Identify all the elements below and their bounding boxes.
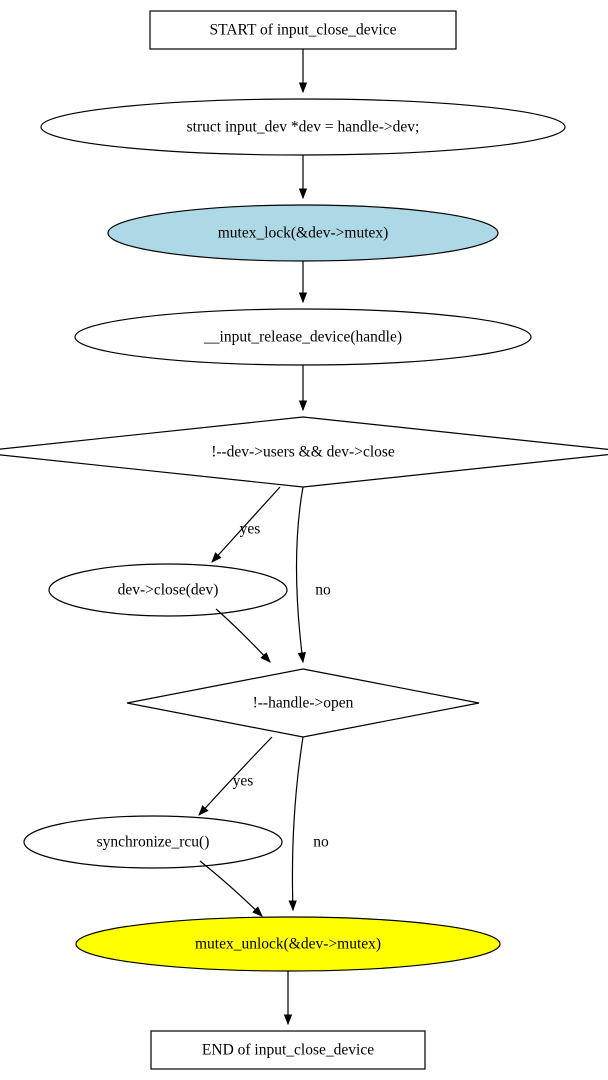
edge-label-handle-open-no: no bbox=[313, 833, 329, 851]
node-mutex-unlock-label: mutex_unlock(&dev->mutex) bbox=[194, 935, 382, 953]
node-dev-assign-label: struct input_dev *dev = handle->dev; bbox=[186, 118, 420, 136]
node-end-shape[interactable] bbox=[151, 1031, 425, 1069]
edge-label-handle-open-yes: yes bbox=[232, 772, 254, 790]
node-mutex-unlock-shape[interactable] bbox=[76, 917, 500, 971]
node-sync-rcu-label: synchronize_rcu() bbox=[96, 833, 210, 851]
node-sync-rcu-shape[interactable] bbox=[24, 816, 282, 868]
node-users-close-label: !--dev->users && dev->close bbox=[211, 443, 395, 461]
node-release-device-label: __input_release_device(handle) bbox=[204, 328, 402, 346]
node-release-device-shape[interactable] bbox=[75, 309, 531, 365]
node-dev-close-label: dev->close(dev) bbox=[117, 581, 219, 599]
node-mutex-lock-label: mutex_lock(&dev->mutex) bbox=[217, 224, 389, 242]
node-end-label: END of input_close_device bbox=[201, 1041, 375, 1059]
edge-sync-rcu-to-mutex-unlock bbox=[200, 861, 262, 916]
edge-label-users-close-yes: yes bbox=[239, 520, 261, 538]
edge-handle-open-to-mutex-unlock bbox=[292, 737, 303, 910]
edge-handle-open-to-sync-rcu bbox=[199, 737, 272, 815]
edge-users-close-to-handle-open bbox=[297, 487, 304, 662]
edge-label-users-close-no: no bbox=[315, 581, 331, 599]
node-mutex-lock-shape[interactable] bbox=[108, 205, 498, 261]
node-dev-assign-shape[interactable] bbox=[41, 99, 565, 155]
node-start-label: START of input_close_device bbox=[209, 21, 397, 39]
edge-dev-close-to-handle-open bbox=[216, 609, 270, 662]
node-dev-close-shape[interactable] bbox=[49, 564, 287, 616]
node-handle-open-label: !--handle->open bbox=[252, 694, 354, 712]
node-users-close-shape[interactable] bbox=[0, 417, 608, 487]
node-start-shape[interactable] bbox=[150, 11, 456, 49]
edge-users-close-to-dev-close bbox=[212, 487, 280, 562]
node-handle-open-shape[interactable] bbox=[127, 669, 479, 737]
